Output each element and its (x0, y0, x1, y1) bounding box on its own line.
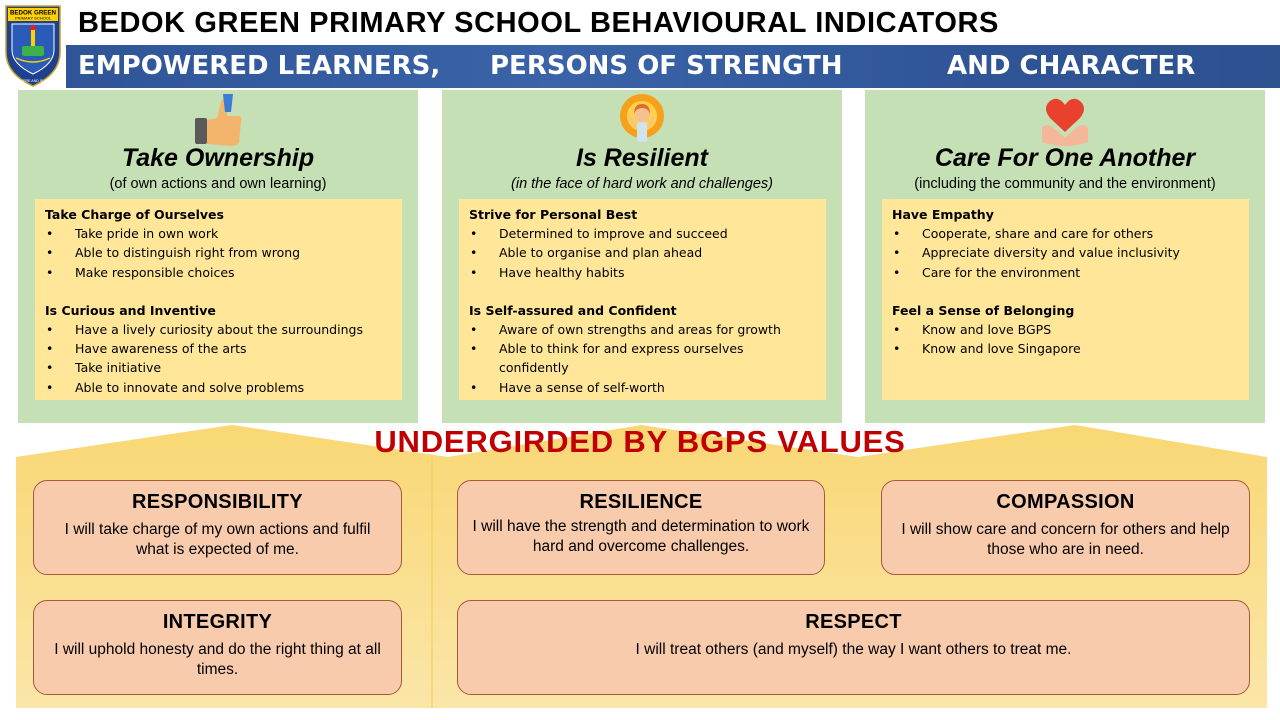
indicator-group (892, 301, 1239, 359)
group-title: Is Self-assured and Confident (469, 302, 677, 318)
group-title: Strive for Personal Best (469, 207, 638, 222)
value-name: RESPECT (805, 611, 902, 633)
group-title: Take Charge of Ourselves (45, 207, 224, 222)
panel-subtitle-1: (of own actions and own learning) (109, 176, 327, 192)
value-description: I will take charge of my own actions and fulfil what is expected of me. (64, 521, 371, 558)
panel-is-resilient (442, 90, 842, 423)
panel-indicators-3 (882, 199, 1249, 400)
panel-care-for-one-another (865, 90, 1265, 423)
vision-banner (66, 45, 1280, 88)
list-item: • Know and love BGPS (892, 320, 1239, 339)
list-item: • Have a lively curiosity about the surroundings (45, 320, 392, 339)
value-card-compassion (881, 480, 1250, 575)
banner-text-3: AND CHARACTER (947, 51, 1196, 81)
panel-subtitle-3: (including the community and the environment) (914, 176, 1216, 192)
panel-title-2: Is Resilient (576, 144, 708, 172)
list-item: • Able to innovate and solve problems (45, 378, 392, 397)
panel-indicators-2 (459, 199, 826, 400)
logo-motto: PERSEVERE AND SUCCEED (8, 79, 58, 83)
list-item: • Care for the environment (892, 263, 1239, 282)
panel-subtitle-2: (in the face of hard work and challenges) (511, 176, 773, 192)
value-name: RESPONSIBILITY (132, 491, 303, 513)
heart-hands-icon (1036, 92, 1094, 148)
panel-title-3: Care For One Another (934, 144, 1196, 172)
banner-text-2: PERSONS OF STRENGTH (490, 51, 843, 81)
list-item: • Have awareness of the arts (45, 339, 392, 358)
value-description: I will uphold honesty and do the right thing at all times. (54, 641, 381, 678)
panel-indicators-1 (35, 199, 402, 400)
list-item: • Cooperate, share and care for others (892, 224, 1239, 243)
value-card-respect (457, 600, 1250, 695)
value-card-responsibility (33, 480, 402, 575)
panel-icon-3 (865, 92, 1265, 148)
list-item: • Have healthy habits (469, 263, 816, 282)
group-title: Feel a Sense of Belonging (892, 302, 1075, 318)
indicator-group (469, 301, 816, 397)
list-item: • Make responsible choices (45, 263, 392, 282)
value-description: I will show care and concern for others and help those who are in need. (901, 521, 1230, 558)
indicator-group (45, 301, 392, 397)
logo-top-text: BEDOK GREEN (9, 9, 57, 17)
list-item: • Able to distinguish right from wrong (45, 243, 392, 262)
value-card-resilience (457, 480, 825, 575)
banner-text-1: EMPOWERED LEARNERS, (78, 51, 441, 81)
value-description: I will treat others (and myself) the way I want others to treat me. (635, 641, 1072, 658)
value-description: I will have the strength and determination to work hard and overcome challenges. (472, 518, 810, 555)
list-item: • Have a sense of self-worth (469, 378, 816, 397)
indicator-group (45, 205, 392, 282)
list-item: • Determined to improve and succeed (469, 224, 816, 243)
value-name: RESILIENCE (579, 491, 703, 513)
sun-person-icon (613, 92, 671, 148)
thumbs-up-icon (189, 92, 247, 148)
panel-title-1: Take Ownership (121, 144, 315, 172)
values-heading: UNDERGIRDED BY BGPS VALUES (374, 424, 906, 459)
indicator-group (469, 205, 816, 282)
logo-sub-text: PRIMARY SCHOOL (14, 15, 52, 21)
list-item: • Take initiative (45, 358, 392, 377)
list-item: • Aware of own strengths and areas for growth (469, 320, 816, 339)
list-item: • Able to organise and plan ahead (469, 243, 816, 262)
indicator-group (892, 205, 1239, 282)
group-title: Have Empathy (892, 207, 994, 222)
value-card-integrity (33, 600, 402, 695)
value-name: INTEGRITY (162, 611, 273, 633)
page-title: BEDOK GREEN PRIMARY SCHOOL BEHAVIOURAL INDICATORS (78, 7, 999, 39)
list-item: • Know and love Singapore (892, 339, 1239, 358)
panel-icon-2 (442, 92, 842, 148)
value-name: COMPASSION (996, 491, 1135, 513)
list-item: • Appreciate diversity and value inclusivity (892, 243, 1239, 262)
panel-icon-1 (18, 92, 418, 148)
list-item: • Able to think for and express ourselves confidently (469, 339, 816, 378)
panel-take-ownership (18, 90, 418, 423)
school-logo (2, 2, 64, 88)
list-item: • Take pride in own work (45, 224, 392, 243)
group-title: Is Curious and Inventive (45, 302, 216, 318)
